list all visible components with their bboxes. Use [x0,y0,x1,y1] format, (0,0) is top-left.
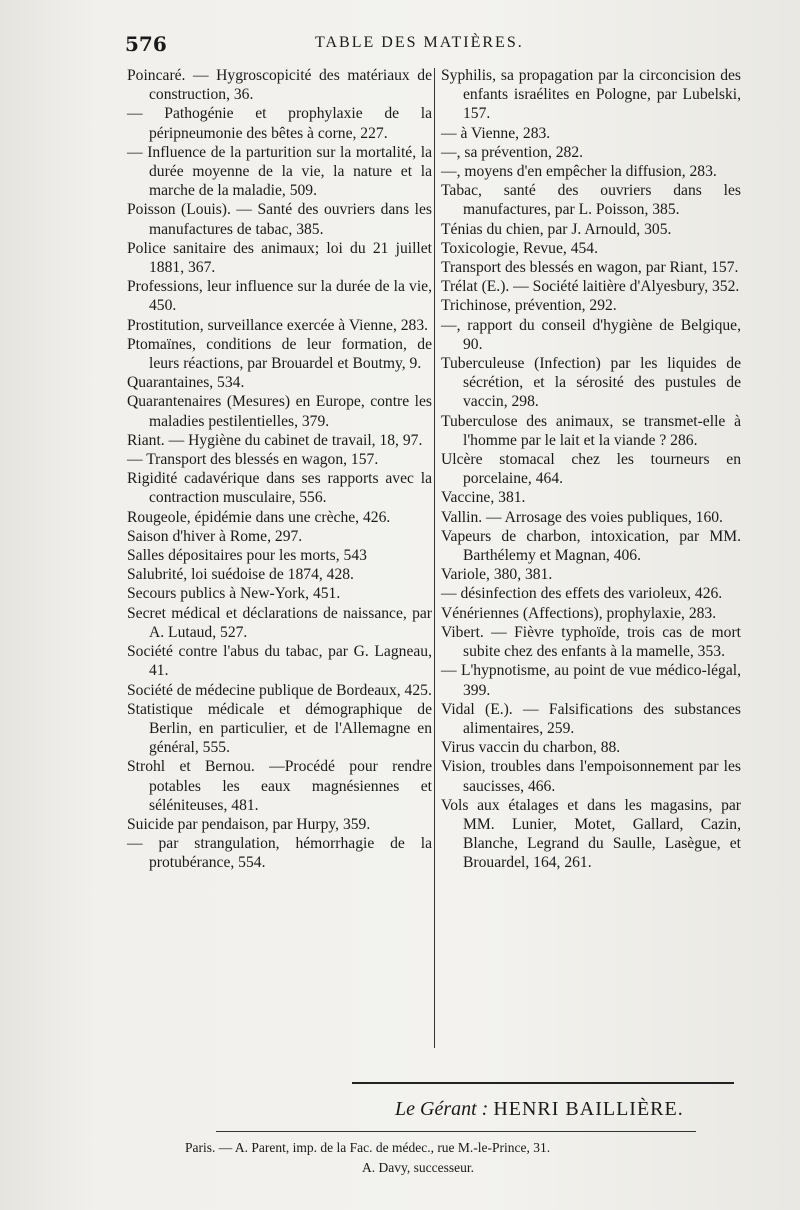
index-entry: — Transport des blessés en wagon, 157. [127,451,379,469]
index-entry: Rigidité cadavérique dans ses rapports avec la contraction musculaire, 556. [127,470,432,507]
index-entry: — Pathogénie et prophylaxie de la péripneumonie des bêtes à corne, 227. [127,105,432,142]
page-title: TABLE DES MATIÈRES. [315,34,524,51]
index-entry: —, rapport du conseil d'hygiène de Belgique, 90. [441,316,741,353]
footer-rule [352,1082,734,1084]
index-entry: Rougeole, épidémie dans une crèche, 426. [127,508,391,526]
index-entry: Riant. — Hygiène du cabinet de travail, 18, 97. [127,431,423,449]
index-entry: Variole, 380, 381. [441,566,553,584]
index-entry: Société de médecine publique de Bordeaux, 425. [127,681,432,699]
index-entry: Vaccine, 381. [441,489,526,507]
index-entry: Trichinose, prévention, 292. [441,297,617,315]
index-entry: Vidal (E.). — Falsifications des substances alimentaires, 259. [441,700,741,737]
imprint-successor: A. Davy, successeur. [362,1160,474,1175]
index-entry: Vénériennes (Affections), prophylaxie, 283. [441,604,717,622]
index-entry: Saison d'hiver à Rome, 297. [127,527,303,545]
index-entry: —, sa prévention, 282. [441,143,584,161]
index-entry: Tuberculeuse (Infection) par les liquides de sécrétion, et la sérosité des pustules de vaccin, 298. [441,355,741,411]
gerant-line [395,1098,684,1121]
index-entry: — par strangulation, hémorrhagie de la protubérance, 554. [127,835,432,872]
index-entry: Prostitution, surveillance exercée à Vienne, 283. [127,316,429,334]
index-entry: Toxicologie, Revue, 454. [441,239,598,257]
page-number: 576 [125,32,167,56]
index-entry: Tabac, santé des ouvriers dans les manufactures, par L. Poisson, 385. [441,182,741,219]
imprint-rule [216,1131,696,1132]
index-column-left [127,66,432,873]
index-entry: Quarantenaires (Mesures) en Europe, contre les maladies pestilentielles, 379. [127,393,432,430]
index-column-right [441,66,741,873]
index-entry: Ptomaïnes, conditions de leur formation, de leurs réactions, par Brouardel et Boutmy, 9. [127,335,432,373]
imprint-line: Paris. — A. Parent, imp. de la Fac. de médec., rue M.-le-Prince, 31. [185,1140,551,1155]
index-entry: — L'hypnotisme, au point de vue médico-légal, 399. [441,662,741,699]
index-entry: — désinfection des effets des varioleux, 426. [441,585,723,603]
index-entry: Ulcère stomacal chez les tourneurs en porcelaine, 464. [441,451,741,488]
index-entry: Professions, leur influence sur la durée de la vie, 450. [127,278,432,315]
index-entry: Société contre l'abus du tabac, par G. Lagneau, 41. [127,643,432,680]
index-entry: Tuberculose des animaux, se transmet-elle à l'homme par le lait et la viande ? 286. [441,412,741,449]
index-entry: Syphilis, sa propagation par la circoncision des enfants israélites en Pologne, par Lubelski, 157. [441,67,741,123]
index-entry: Secret médical et déclarations de naissance, par A. Lutaud, 527. [127,604,432,641]
index-entry: Ténias du chien, par J. Arnould, 305. [441,220,672,238]
index-entry: Salles dépositaires pour les morts, 543 [127,547,367,565]
index-entry: Secours publics à New-York, 451. [127,585,341,603]
gerant-name: HENRI BAILLIÈRE. [493,1098,684,1120]
index-entry: Vols aux étalages et dans les magasins, par MM. Lunier, Motet, Gallard, Cazin, Blanche, Legrand du Saulle, Lasègue, et Brouardel, 164, 261. [441,796,741,872]
index-entry: Poincaré. — Hygroscopicité des matériaux de construction, 36. [127,67,432,104]
index-entry: Trélat (E.). — Société laitière d'Alyesbury, 352. [441,278,740,296]
running-head [125,32,745,60]
index-entry: — à Vienne, 283. [441,124,551,142]
index-entry: Vallin. — Arrosage des voies publiques, 160. [441,508,723,526]
index-entry: Police sanitaire des animaux; loi du 21 juillet 1881, 367. [127,239,432,277]
index-entry: Vision, troubles dans l'empoisonnement par les saucisses, 466. [441,758,741,795]
index-entry: Salubrité, loi suédoise de 1874, 428. [127,566,354,584]
index-entry: —, moyens d'en empêcher la diffusion, 283. [441,163,717,181]
index-entry: Suicide par pendaison, par Hurpy, 359. [127,815,371,833]
index-entry: Statistique médicale et démographique de Berlin, en particulier, et de l'Allemagne en général, 555. [127,700,432,757]
index-entry: Poisson (Louis). — Santé des ouvriers dans les manufactures de tabac, 385. [127,201,432,238]
column-divider [434,68,435,1048]
index-entry: — Influence de la parturition sur la mortalité, la durée moyenne de la vie, la nature et la marche de la maladie, 509. [127,143,432,200]
index-entry: Transport des blessés en wagon, par Riant, 157. [441,259,739,277]
gerant-label: Le Gérant : [395,1098,489,1120]
index-entry: Virus vaccin du charbon, 88. [441,739,621,757]
index-entry: Quarantaines, 534. [127,374,245,392]
index-entry: Vibert. — Fièvre typhoïde, trois cas de mort subite chez des enfants à la mamelle, 353. [441,623,741,661]
index-entry: Strohl et Bernou. —Procédé pour rendre potables les eaux magnésiennes et séléniteuses, 481. [127,758,432,814]
index-entry: Vapeurs de charbon, intoxication, par MM. Barthélemy et Magnan, 406. [441,527,741,565]
